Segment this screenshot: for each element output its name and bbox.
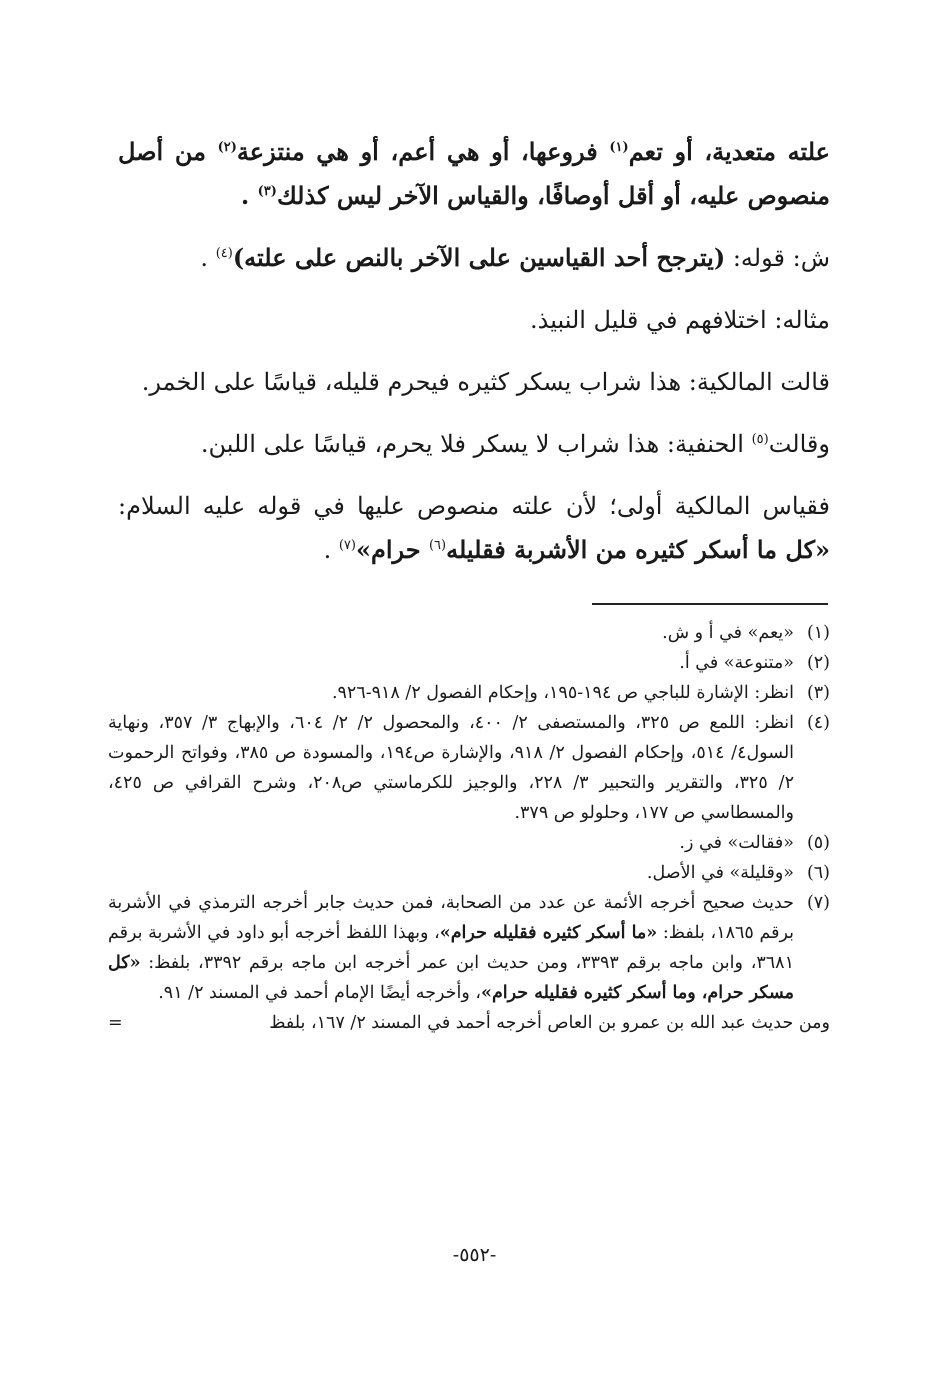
footnote-continuation	[108, 1008, 830, 1038]
main-text	[118, 130, 830, 572]
footnote-7	[108, 888, 830, 1008]
footnote-ref[interactable]: (٥)	[751, 432, 769, 447]
footnote-ref[interactable]: (٣)	[257, 184, 277, 199]
footnote-text: «فقالت» في ز.	[679, 833, 794, 853]
footnote-number: (٣)	[806, 683, 830, 703]
footnote-separator	[592, 603, 828, 605]
paragraph-3: مثاله: اختلافهم في قليل النبيذ.	[529, 306, 830, 334]
footnote-number: (٢)	[806, 653, 830, 673]
footnote-4	[108, 708, 830, 828]
footnote-ref[interactable]: (٦)	[428, 538, 447, 553]
hadith-quote: «كل مسكر حرام، وما أسكر كثيره فقليله حرام»	[108, 953, 794, 1003]
text-run: .	[240, 181, 258, 210]
footnote-6	[108, 858, 830, 888]
paragraph-5	[118, 422, 830, 466]
footnote-text	[108, 888, 794, 1008]
hadith-quote: حرام»	[355, 535, 429, 564]
text-run: الحنفية: هذا شراب لا يسكر فلا يحرم، قياسًا على اللبن.	[200, 430, 752, 458]
footnote-text: انظر: الإشارة للباجي ص ١٩٤-١٩٥، وإحكام الفصول ٢/ ٩١٨-٩٢٦.	[331, 683, 794, 703]
footnote-5	[108, 828, 830, 858]
text-run: ، وأخرجه أيضًا الإمام أحمد في المسند ٢/ ٩١.	[158, 983, 482, 1003]
footnotes	[108, 618, 830, 1038]
text-run: ش: قوله:	[725, 244, 830, 272]
paragraph-1	[118, 130, 830, 218]
text-run: وقالت	[768, 430, 830, 458]
text-run: فروعها، أو هي أعم، أو هي منتزعة	[236, 137, 610, 166]
footnote-text: ومن حديث عبد الله بن عمرو بن العاص أخرجه أحمد في المسند ٢/ ١٦٧، بلفظ	[269, 1013, 830, 1033]
footnote-1	[108, 618, 830, 648]
text-run: من أصل منصوص عليه، أو أقل أوصافًا، والقياس الآخر ليس كذلك	[118, 137, 830, 210]
text-run: علته متعدية، أو تعم	[628, 137, 831, 166]
text-run: ، وبهذا اللفظ أخرجه أبو داود في الأشربة برقم ٣٦٨١، وابن ماجه برقم ٣٣٩٣، ومن حديث ابن عمر أخرجه ابن ماجه برقم ٣٣٩٢، بلفظ:	[108, 923, 794, 973]
footnote-2	[108, 648, 830, 678]
footnote-number: (٦)	[806, 863, 830, 883]
footnote-text: «يعم» في أ و ش.	[662, 623, 794, 643]
footnote-ref[interactable]: (٢)	[217, 140, 237, 155]
paragraph-6	[118, 484, 830, 572]
footnote-text: «وقليلة» في الأصل.	[646, 863, 794, 883]
quoted-text: (يترجح أحد القياسين على الآخر بالنص على علته)	[232, 243, 726, 272]
paragraph-2	[118, 236, 830, 280]
hadith-quote: «ما أسكر كثيره فقليله حرام»	[439, 923, 658, 943]
page-number: -٥٥٢-	[452, 1244, 497, 1266]
text-run: فقياس المالكية أولى؛ لأن علته منصوص عليها في قوله عليه السلام:	[118, 492, 830, 520]
text-run: .	[200, 244, 216, 272]
footnote-number: (٧)	[806, 893, 830, 913]
footnote-3	[108, 678, 830, 708]
footnote-number: (٤)	[806, 713, 830, 733]
footnote-text: انظر: اللمع ص ٣٢٥، والمستصفى ٢/ ٤٠٠، والمحصول ٢/ ٢/ ٦٠٤، والإبهاج ٣/ ٣٥٧، ونهاية السول٤/ ٥١٤، وإحكام الفصول ٢/ ٩١٨، والإشارة ص١٩٤، والمسودة ص ٣٨٥، وفواتح الرحموت ٢/ ٣٢٥، والتقرير والتحبير ٣/ ٢٢٨، والوجيز للكرماستي ص٢٠٨، وشرح القرافي ص ٤٢٥، والمسطاسي ص ١٧٧، وحلولو ص ٣٧٩.	[108, 713, 795, 823]
footnote-number: (١)	[806, 623, 830, 643]
footnote-number: (٥)	[806, 833, 830, 853]
footnote-ref[interactable]: (٤)	[215, 246, 233, 261]
footnote-ref[interactable]: (١)	[609, 140, 629, 155]
text-run: .	[323, 536, 339, 564]
footnote-ref[interactable]: (٧)	[338, 538, 356, 553]
text-run: حديث صحيح أخرجه الأئمة عن عدد من الصحابة، فمن حديث جابر أخرجه الترمذي في الأشربة برقم ١٨٦٥، بلفظ:	[108, 893, 794, 943]
footnote-text: «متنوعة» في أ.	[679, 653, 794, 673]
continuation-mark: =	[108, 1013, 123, 1033]
paragraph-4: قالت المالكية: هذا شراب يسكر كثيره فيحرم قليله، قياسًا على الخمر.	[141, 368, 830, 396]
hadith-quote: «كل ما أسكر كثيره من الأشربة فقليله	[446, 535, 830, 564]
